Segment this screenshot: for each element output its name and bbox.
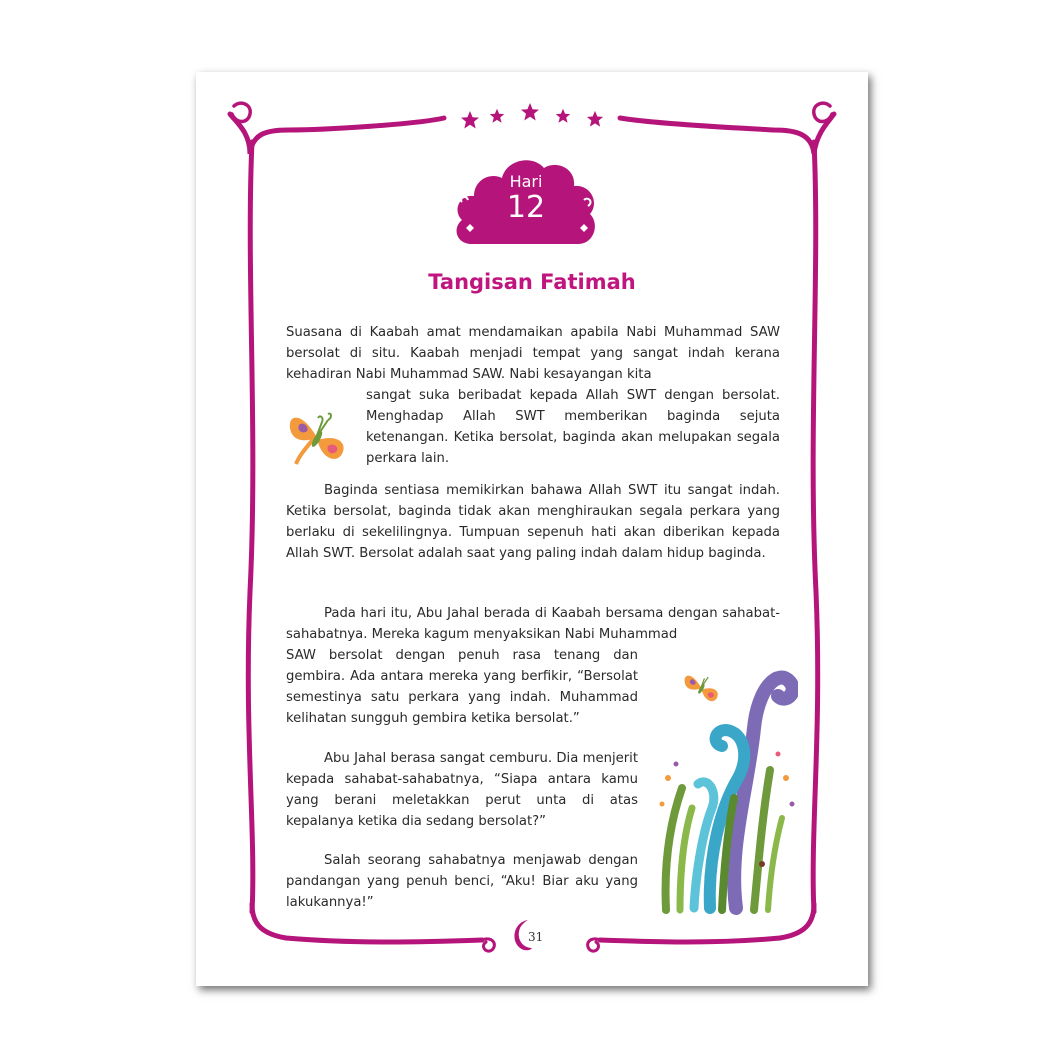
star-icon bbox=[586, 110, 604, 128]
book-page bbox=[196, 72, 868, 986]
star-icon bbox=[520, 102, 540, 122]
paragraph-1: Suasana di Kaabah amat mendamaikan apabila Nabi Muhammad SAW bersolat di situ. Kaabah menjadi tempat yang sangat indah kerana kehadiran Nabi Muhammad SAW. Nabi kesayangan kita bbox=[286, 325, 780, 382]
star-icon bbox=[489, 108, 505, 124]
paragraph-1-continued: sangat suka beribadat kepada Allah SWT dengan bersolat. Menghadap Allah SWT memberikan baginda sejuta ketenangan. Ketika bersolat, baginda akan melupakan segala perkara lain. bbox=[366, 388, 780, 466]
paragraph-2: Baginda sentiasa memikirkan bahawa Allah SWT itu sangat indah. Ketika bersolat, baginda tidak akan menghiraukan segala perkara yang berlaku di sekelilingnya. Tumpuan sepenuh hati akan diberikan kepada Allah SWT. Bersolat adalah saat yang paling indah dalam hidup baginda. bbox=[286, 483, 780, 561]
paragraph-3-continued: SAW bersolat dengan penuh rasa tenang dan gembira. Ada antara mereka yang berfikir, “Bersolat semestinya satu perkara yang indah. Muhammad kelihatan sungguh gembira ketika bersolat.” bbox=[286, 648, 638, 726]
grass-illustration bbox=[658, 658, 798, 918]
page-number: 31 bbox=[528, 930, 544, 944]
paragraph-4: Abu Jahal berasa sangat cemburu. Dia menjerit kepada sahabat-sahabatnya, “Siapa antara kamu yang berani meletakkan perut unta di atas kepalanya ketika dia sedang bersolat?” bbox=[286, 751, 638, 829]
butterfly-icon bbox=[286, 402, 350, 470]
day-badge bbox=[452, 154, 600, 246]
day-number: 12 bbox=[506, 190, 546, 225]
paragraph-3: Pada hari itu, Abu Jahal berada di Kaabah bersama dengan sahabat-sahabatnya. Mereka kagum menyaksikan Nabi Muhammad bbox=[286, 606, 780, 642]
star-icon bbox=[460, 110, 480, 130]
paragraph-5: Salah seorang sahabatnya menjawab dengan pandangan yang penuh benci, “Aku! Biar aku yang lakukannya!” bbox=[286, 853, 638, 910]
day-label: Hari bbox=[509, 172, 543, 191]
story-title: Tangisan Fatimah bbox=[428, 270, 636, 294]
star-icon bbox=[555, 108, 571, 124]
